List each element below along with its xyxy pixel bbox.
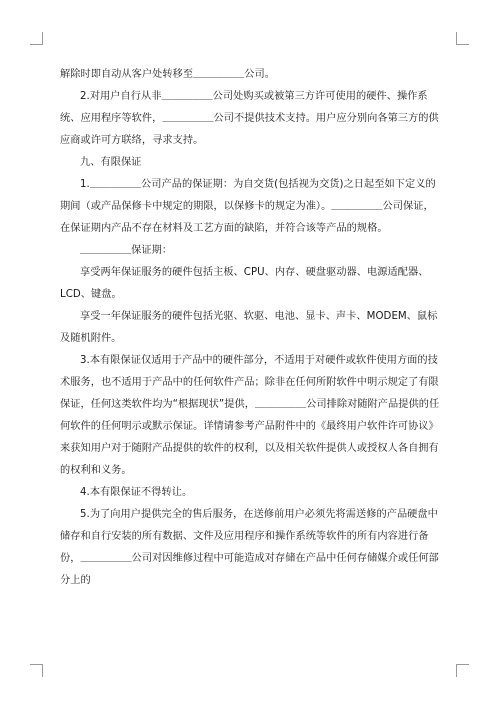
paragraph-two-year-warranty: 享受两年保证服务的硬件包括主板、CPU、内存、硬盘驱动器、电源适配器、LCD、键盘。 <box>60 267 429 300</box>
paragraph-one-year-warranty: 享受一年保证服务的硬件包括光驱、软驱、电池、显卡、声卡、MODEM、鼠标及随机附件。 <box>60 311 438 344</box>
paragraph-technical-support: 2.对用户自行从非＿＿＿＿＿公司处购买或被第三方许可使用的硬件、操作系统、应用程序等软件，＿＿＿＿＿公司不提供技术支持。用户应分别向各第三方的供应商或许可方联络，寻求支持。 <box>60 91 439 146</box>
paragraph-data-backup: 5.为了向用户提供完全的售后服务，在送修前用户必须先将需送修的产品硬盘中储存和自行安装的所有数据、文件及应用程序和操作系统等软件的所有内容进行备份，＿＿＿＿＿公司对因维修过程中可能造成对存储在产品中任何存储媒介或任何部分上的 <box>60 509 439 586</box>
document-body <box>60 64 440 592</box>
paragraph-continuation: 解除时即自动从客户处转移至＿＿＿＿＿公司。 <box>60 69 275 80</box>
paragraph-hardware-only: 3.本有限保证仅适用于产品中的硬件部分，不适用于对硬件或软件使用方面的技术服务，也不适用于产品中的任何软件产品；除非在任何所附软件中明示规定了有限保证，任何这类软件均为“根据现状”提供，＿＿＿＿＿公司排除对随附产品提供的任何软件的任何明示或默示保证。详情请参考产品附件中的《最终用户软件许可协议》来获知用户对于随附产品提供的软件的权利，以及相关软件提供人或授权人各自拥有的权利和义务。 <box>60 355 440 476</box>
crop-mark-bottom-left <box>30 664 43 677</box>
paragraph-non-transferable: 4.本有限保证不得转让。 <box>80 487 193 498</box>
crop-mark-bottom-right <box>456 664 469 677</box>
crop-mark-top-right <box>456 32 469 45</box>
section-heading-limited-warranty: 九、有限保证 <box>80 157 142 168</box>
crop-mark-top-left <box>30 32 43 45</box>
paragraph-warranty-label: ＿＿＿＿＿保证期： <box>80 245 173 256</box>
paragraph-warranty-period: 1.＿＿＿＿＿公司产品的保证期：为自交货(包括视为交货)之日起至如下定义的期间（或产品保修卡中规定的期限，以保修卡的规定为准）。＿＿＿＿＿公司保证，在保证期内产品不存在材料及工艺方面的缺陷，并符合该等产品的规格。 <box>60 179 436 234</box>
